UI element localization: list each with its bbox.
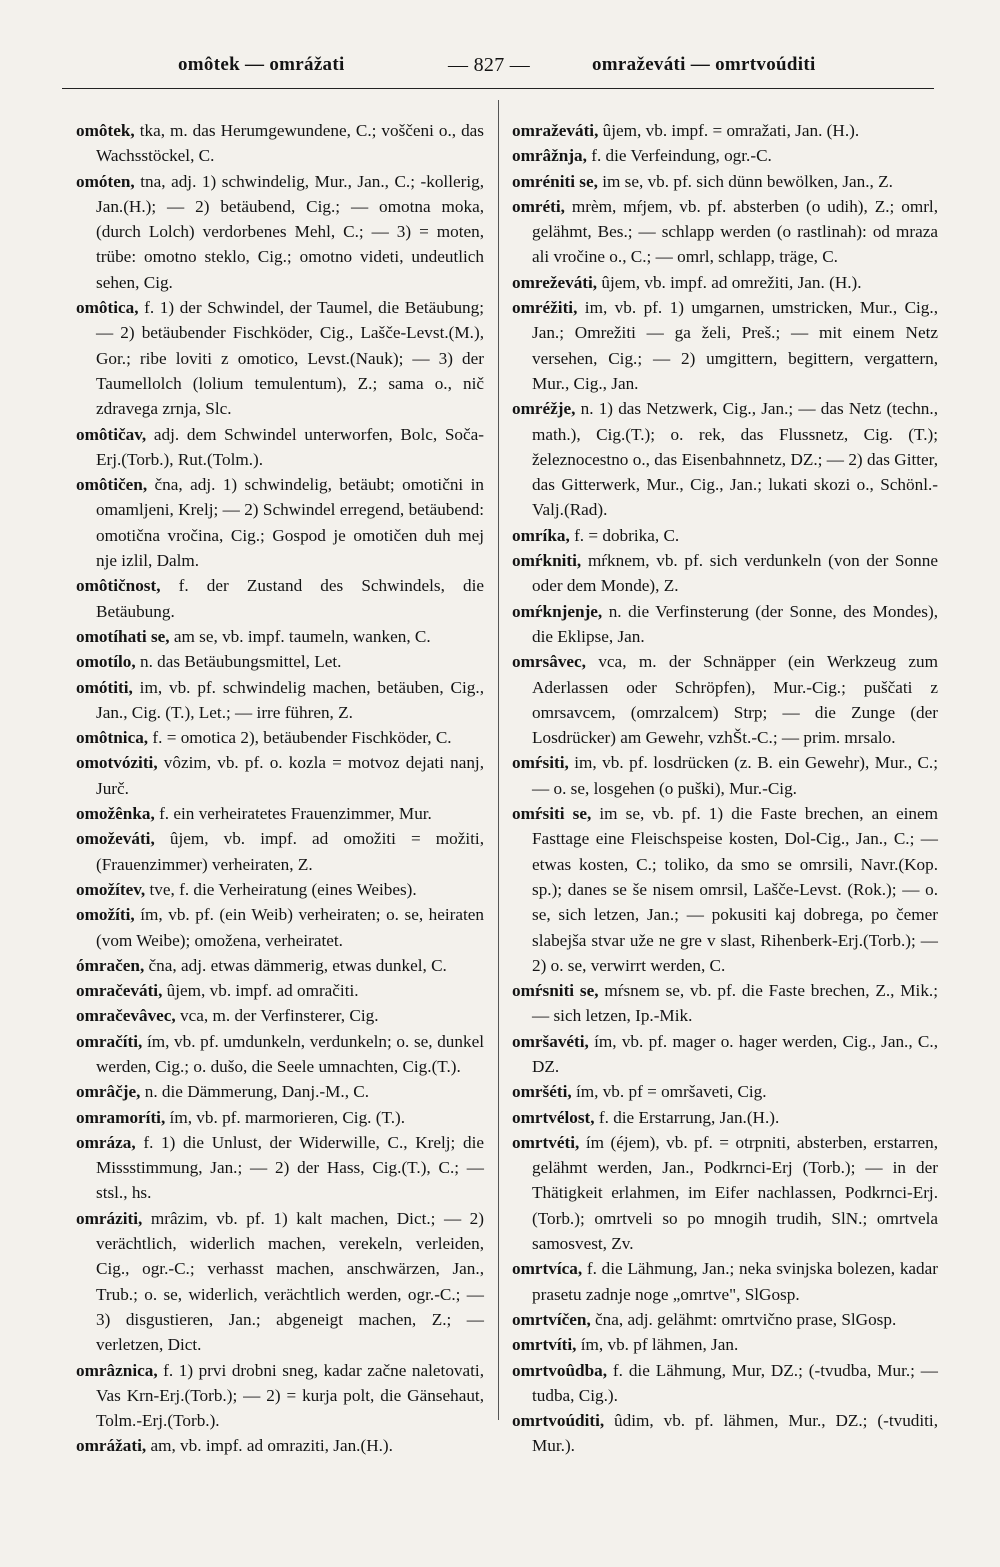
entry-headword: omraževáti, xyxy=(512,121,599,140)
entry-headword: omréžiti, xyxy=(512,298,578,318)
entry-definition: ím, vb. pf lähmen, Jan. xyxy=(576,1335,739,1355)
entry-definition: ûjem, vb. impf. ad omrežiti, Jan. (H.). xyxy=(597,272,862,292)
dictionary-entry xyxy=(512,523,938,548)
dictionary-entry xyxy=(512,1029,938,1080)
page-number: — 827 — xyxy=(448,54,531,76)
entry-definition: f. die Lähmung, Jan.; neka svinjska bolezen, kadar prasetu zadnje noge „omrtve", SlGosp. xyxy=(532,1259,938,1304)
entry-definition: im, vb. pf. schwindelig machen, betäuben, Cig., Jan., Cig. (T.), Let.; — irre führen, Z. xyxy=(96,677,484,722)
entry-headword: omráza, xyxy=(76,1132,136,1152)
entry-headword: omŕsiti se, xyxy=(512,804,592,824)
dictionary-entry xyxy=(76,1105,484,1130)
dictionary-entry xyxy=(76,472,484,573)
entry-definition: f. ein verheiratetes Frauenzimmer, Mur. xyxy=(154,804,432,824)
dictionary-entry xyxy=(512,1358,938,1409)
entry-definition: mrèm, mŕjem, vb. pf. absterben (o udih), Z.; omrl, gelähmt, Bes.; — schlapp werden (o rastlinah): od mraza ali vročine o., C.; — omrl, schlapp, träge, C. xyxy=(532,196,938,267)
dictionary-entry xyxy=(76,826,484,877)
dictionary-entry xyxy=(512,1408,938,1459)
page-header xyxy=(0,54,1000,84)
dictionary-entry xyxy=(512,978,938,1029)
entry-headword: omotíhati se, xyxy=(76,626,170,646)
entry-headword: omríka, xyxy=(512,525,570,545)
entry-definition: ûjem, vb. impf. ad omožiti = možiti, (Frauenzimmer) verheiraten, Z. xyxy=(96,829,484,874)
entry-headword: omôtičen, xyxy=(76,475,148,495)
entry-definition: ím, vb. pf. (ein Weib) verheiraten; o. se, heiraten (vom Weibe); omožena, verheiratet. xyxy=(96,905,484,950)
dictionary-entry xyxy=(76,1130,484,1206)
entry-definition: im, vb. pf. 1) umgarnen, umstricken, Mur., Cig., Jan.; Omrežiti — ga želi, Preš.; — mit einem Netz versehen, Cig.; — 2) umgittern, begittern, vergattern, Mur., Cig., Jan. xyxy=(532,298,938,393)
entry-definition: im se, vb. pf. 1) die Faste brechen, an einem Fasttage eine Fleischspeise kosten, Dol-Cig., Jan., C.; — etwas kosten, C.; toliko, da smo se omrsili, Navr.(Kop. sp.); danes se še nisem omrsil, Lašče-Levst. (Rok.); — o. se, sich letzen, Jan.; — pokusiti kaj dobrega, po čemer slabejša stvar uže ne gre v slast, Rihenberk-Erj.(Torb.); — 2) o. se, verwirrt werden, C. xyxy=(532,804,939,975)
dictionary-entry xyxy=(76,725,484,750)
entry-definition: mŕsnem se, vb. pf. die Faste brechen, Z., Mik.; — sich letzen, Ip.-Mik. xyxy=(532,981,938,1026)
dictionary-entry xyxy=(76,649,484,674)
dictionary-entry xyxy=(76,750,484,801)
header-rule xyxy=(62,88,934,89)
entry-definition: f. 1) der Schwindel, der Taumel, die Betäubung; — 2) betäubender Fischköder, Cig., Lašče-Levst.(M.), Gor.; ribe loviti z omotico, Levst.(Nauk); — 3) der Taumellolch (lolium temulentum), Z.; sama o., nič zdravega zrnja, Slc. xyxy=(96,298,484,419)
entry-headword: omréti, xyxy=(512,196,565,216)
dictionary-entry xyxy=(512,1307,938,1332)
entry-headword: omožênka, xyxy=(76,804,155,824)
entry-definition: vôzim, vb. pf. o. kozla = motvoz dejati nanj, Jurč. xyxy=(96,753,484,798)
left-column xyxy=(76,118,484,1459)
entry-definition: vca, m. der Verfinsterer, Cig. xyxy=(175,1006,379,1026)
entry-definition: f. = dobrika, C. xyxy=(569,525,680,545)
entry-headword: omrtvélost, xyxy=(512,1107,595,1127)
entry-headword: omôtičav, xyxy=(76,424,147,444)
entry-definition: ûjem, vb. impf. ad omračiti. xyxy=(162,981,359,1001)
dictionary-entry xyxy=(512,396,938,522)
entry-definition: mrâzim, vb. pf. 1) kalt machen, Dict.; — 2) verächtlich, widerlich machen, verekeln, verleiden, Cig., ogr.-C.; verhasst machen, anschwärzen, Jan., Trub.; o. se, widerlich, verächtlich werden, ogr.-C.; — 3) disgustieren, Jan.; abgeneigt machen, Z.; — verletzen, Dict. xyxy=(96,1208,484,1355)
entry-definition: ím, vb. pf = omršaveti, Cig. xyxy=(571,1082,767,1102)
entry-headword: omôtičnost, xyxy=(76,576,161,596)
dictionary-entry xyxy=(76,1433,484,1458)
entry-definition: f. die Verfeindung, ogr.-C. xyxy=(586,146,772,166)
entry-definition: ím, vb. pf. umdunkeln, verdunkeln; o. se, dunkel werden, Cig.; o. dušo, die Seele umnachten, Cig.(T.). xyxy=(96,1031,484,1076)
entry-definition: am se, vb. impf. taumeln, wanken, C. xyxy=(169,626,431,646)
entry-headword: omrtvíca, xyxy=(512,1259,583,1279)
entry-definition: ûdim, vb. pf. lähmen, Mur., DZ.; (-tvuditi, Mur.). xyxy=(532,1411,938,1456)
entry-headword: omŕsiti, xyxy=(512,753,569,773)
dictionary-entry xyxy=(76,978,484,1003)
entry-headword: omrtvíčen, xyxy=(512,1309,591,1329)
entry-definition: f. die Lähmung, Mur, DZ.; (-tvudba, Mur.; — tudba, Cig.). xyxy=(532,1360,938,1405)
entry-definition: am, vb. impf. ad omraziti, Jan.(H.). xyxy=(146,1436,393,1456)
dictionary-entry xyxy=(76,1079,484,1104)
entry-headword: omotvóziti, xyxy=(76,753,158,773)
dictionary-entry xyxy=(512,295,938,396)
entry-headword: omrsâvec, xyxy=(512,652,586,672)
entry-definition: vca, m. der Schnäpper (ein Werkzeug zum Aderlassen oder Schröpfen), Mur.-Cig.; puščati z omrsavcem, (omrzalcem) Strp; — die Zunge (der Losdrücker) am Gewehr, vzhŠt.-C.; — prim. mrsalo. xyxy=(532,652,938,748)
dictionary-entry xyxy=(76,422,484,473)
entry-definition: ím, vb. pf. mager o. hager werden, Cig., Jan., C., DZ. xyxy=(532,1031,938,1076)
dictionary-entry xyxy=(512,270,938,295)
entry-definition: n. die Verfinsterung (der Sonne, des Mondes), die Eklipse, Jan. xyxy=(532,601,938,646)
entry-headword: omŕsniti se, xyxy=(512,981,599,1001)
entry-headword: omoževáti, xyxy=(76,829,155,849)
entry-definition: im, vb. pf. losdrücken (z. B. ein Gewehr), Mur., C.; — o. se, losgehen (o puški), Mur.-Cig. xyxy=(532,753,938,798)
dictionary-entry xyxy=(512,1332,938,1357)
entry-definition: f. 1) die Unlust, der Widerwille, C., Krelj; die Missstimmung, Jan.; — 2) der Hass, Cig.(T.), C.; — stsl., hs. xyxy=(96,1132,484,1203)
dictionary-entry xyxy=(76,1358,484,1434)
entry-definition: ím, vb. pf. marmorieren, Cig. (T.). xyxy=(165,1107,406,1127)
entry-headword: omrážati, xyxy=(76,1436,147,1456)
entry-definition: mŕknem, vb. pf. sich verdunkeln (von der Sonne oder dem Monde), Z. xyxy=(532,551,938,596)
dictionary-entry xyxy=(76,169,484,295)
right-column xyxy=(512,118,938,1459)
entry-headword: omóten, xyxy=(76,171,135,191)
entry-headword: omrtvíti, xyxy=(512,1335,577,1355)
entry-definition: f. die Erstarrung, Jan.(H.). xyxy=(594,1107,780,1127)
entry-definition: ím (éjem), vb. pf. = otrpniti, absterben, erstarren, gelähmt werden, Jan., Podkrnci-Erj (Torb.); — in der Thätigkeit erlahmen, im Eifer nachlassen, Podkrnci-Erj.(Torb.); omrtveli so po mnogih trudih, SlN.; omrtvela samosvest, Zv. xyxy=(532,1132,938,1254)
dictionary-entry xyxy=(512,143,938,168)
dictionary-entry xyxy=(76,675,484,726)
dictionary-entry xyxy=(76,902,484,953)
entry-headword: omožítev, xyxy=(76,879,146,899)
entry-headword: omótiti, xyxy=(76,677,133,697)
entry-headword: omrâžnja, xyxy=(512,146,587,166)
dictionary-entry xyxy=(512,1105,938,1130)
entry-headword: omreževáti, xyxy=(512,272,598,292)
dictionary-entry xyxy=(76,624,484,649)
dictionary-entry xyxy=(512,649,938,750)
dictionary-entry xyxy=(512,1130,938,1256)
entry-definition: ûjem, vb. impf. = omražati, Jan. (H.). xyxy=(598,121,860,140)
entry-definition: adj. dem Schwindel unterworfen, Bolc, Soča-Erj.(Torb.), Rut.(Tolm.). xyxy=(96,424,484,469)
entry-definition: tve, f. die Verheiratung (eines Weibes). xyxy=(145,879,417,899)
dictionary-entry xyxy=(76,1206,484,1358)
entry-headword: omôtek, xyxy=(76,121,135,140)
dictionary-entry xyxy=(512,118,938,143)
column-divider xyxy=(498,100,499,1420)
entry-headword: omračevâvec, xyxy=(76,1006,176,1026)
header-left-guide-words: omôtek — omrážati xyxy=(178,54,345,75)
entry-headword: omréžje, xyxy=(512,399,576,419)
entry-definition: f. der Zustand des Schwindels, die Betäubung. xyxy=(96,576,484,621)
entry-headword: omračíti, xyxy=(76,1031,143,1051)
dictionary-entry xyxy=(512,1079,938,1104)
entry-headword: omračeváti, xyxy=(76,981,163,1001)
dictionary-entry xyxy=(76,801,484,826)
entry-definition: n. 1) das Netzwerk, Cig., Jan.; — das Netz (techn., math.), Cig.(T.); o. rek, das Flussnetz, Cig. (T.); železnocestno o., das Eisenbahnnetz, DZ.; — 2) das Gitter, das Gitterwerk, Mur., Cig., Jan.; lukati skozi o., Schönl.-Valj.(Rad). xyxy=(532,399,938,520)
entry-headword: ómračen, xyxy=(76,955,145,975)
entry-definition: n. das Betäubungsmittel, Let. xyxy=(135,652,342,672)
dictionary-entry xyxy=(512,194,938,270)
entry-definition: čna, adj. gelähmt: omrtvično prase, SlGosp. xyxy=(590,1309,897,1329)
entry-definition: čna, adj. 1) schwindelig, betäubt; omotični in omamljeni, Krelj; — 2) Schwindel erregend, betäubend: omotična vročina, Cig.; Gospod je omotičen duh mej nje izlil, Dalm. xyxy=(96,475,484,571)
entry-definition: im se, vb. pf. sich dünn bewölken, Jan., Z. xyxy=(597,171,893,191)
dictionary-entry xyxy=(76,573,484,624)
entry-definition: tna, adj. 1) schwindelig, Mur., Jan., C.; -kollerig, Jan.(H.); — 2) betäubend, Cig.; — omotna moka, (durch Lolch) verdorbenes Mehl, C.; — 3) = moten, trübe: omotno steklo, Cig.; omotno videti, undeutlich sehen, Cig. xyxy=(96,171,484,292)
entry-definition: f. 1) prvi drobni sneg, kadar začne naletovati, Vas Krn-Erj.(Torb.); — 2) = kurja polt, die Gänsehaut, Tolm.-Erj.(Torb.). xyxy=(96,1360,484,1431)
entry-definition: tka, m. das Herumgewundene, C.; voščeni o., das Wachsstöckel, C. xyxy=(96,121,484,166)
dictionary-entry xyxy=(76,953,484,978)
entry-definition: n. die Dämmerung, Danj.-M., C. xyxy=(140,1082,370,1102)
dictionary-entry xyxy=(512,169,938,194)
dictionary-entry xyxy=(76,877,484,902)
dictionary-entry xyxy=(512,548,938,599)
entry-headword: omŕknjenje, xyxy=(512,601,603,621)
dictionary-entry xyxy=(76,118,484,169)
entry-headword: omrtvéti, xyxy=(512,1132,580,1152)
entry-headword: omráziti, xyxy=(76,1208,143,1228)
entry-headword: omŕkniti, xyxy=(512,551,582,571)
entry-headword: omrtvoûdba, xyxy=(512,1360,608,1380)
entry-headword: omrâznica, xyxy=(76,1360,158,1380)
entry-headword: omršéti, xyxy=(512,1082,572,1102)
entry-headword: omôtica, xyxy=(76,298,139,318)
entry-definition: f. = omotica 2), betäubender Fischköder, C. xyxy=(148,728,452,748)
dictionary-entry xyxy=(76,1003,484,1028)
entry-headword: omožíti, xyxy=(76,905,135,925)
dictionary-entry xyxy=(76,1029,484,1080)
entry-headword: omôtnica, xyxy=(76,728,149,748)
entry-headword: omršavéti, xyxy=(512,1031,589,1051)
dictionary-entry xyxy=(512,750,938,801)
entry-headword: omramoríti, xyxy=(76,1107,166,1127)
entry-headword: omrtvoúditi, xyxy=(512,1411,605,1431)
entry-definition: čna, adj. etwas dämmerig, etwas dunkel, C. xyxy=(144,955,447,975)
dictionary-entry xyxy=(512,599,938,650)
dictionary-entry xyxy=(76,295,484,421)
dictionary-entry xyxy=(512,801,938,978)
header-right-guide-words: omraževáti — omrtvoúditi xyxy=(592,54,816,75)
entry-headword: omotílo, xyxy=(76,652,136,672)
entry-headword: omrâčje, xyxy=(76,1082,141,1102)
dictionary-entry xyxy=(512,1256,938,1307)
entry-headword: omréniti se, xyxy=(512,171,598,191)
